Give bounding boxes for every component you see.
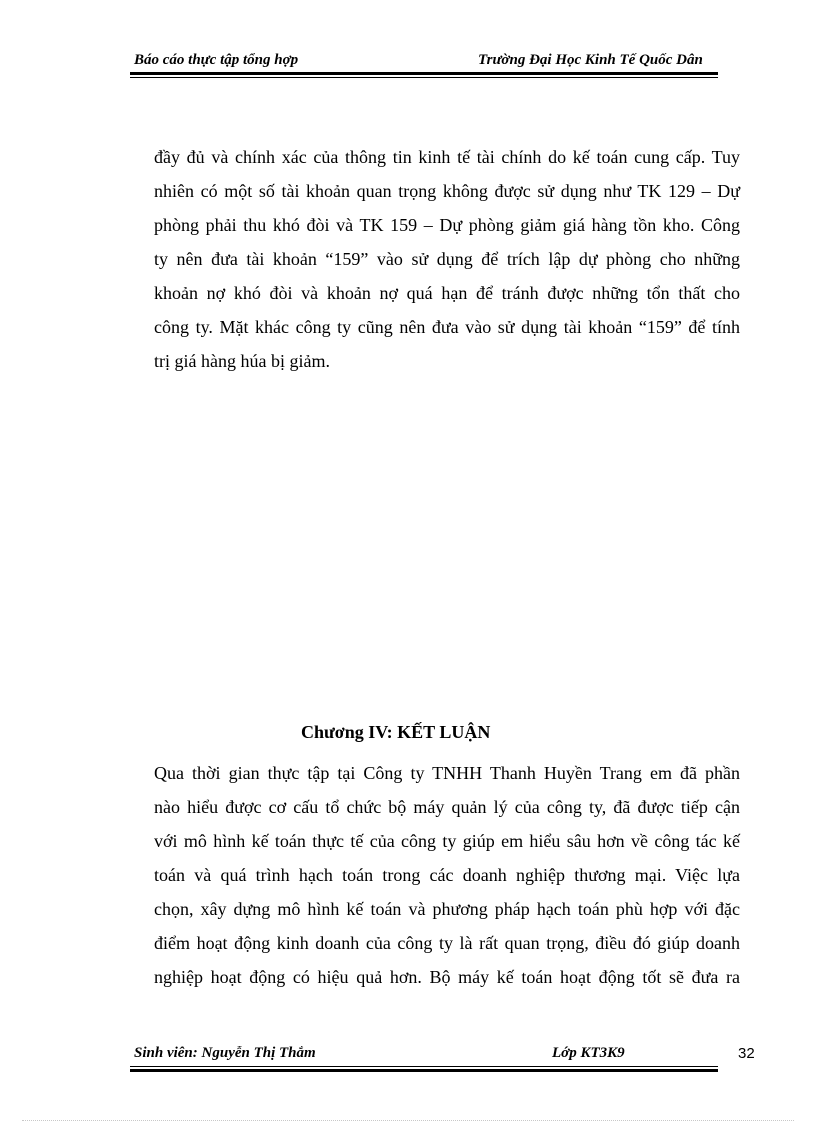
header-report-title: Báo cáo thực tập tổng hợp bbox=[134, 52, 299, 68]
text-line: chọn, xây dựng mô hình kế toán và phương pháp hạch toán phù hợp với đặc bbox=[154, 899, 740, 919]
text-line: Qua thời gian thực tập tại Công ty TNHH Thanh Huyền Trang em đã phần bbox=[154, 763, 740, 783]
header-university: Trường Đại Học Kinh Tế Quốc Dân bbox=[478, 52, 703, 68]
text-line: nghiệp hoạt động có hiệu quả hơn. Bộ máy kế toán hoạt động tốt sẽ đưa ra bbox=[154, 967, 740, 987]
text-line: công ty. Mặt khác công ty cũng nên đưa vào sử dụng tài khoản “159” để tính bbox=[154, 317, 740, 337]
page-number: 32 bbox=[738, 1045, 755, 1062]
footer-class: Lớp KT3K9 bbox=[552, 1045, 625, 1061]
header-rule-thick bbox=[130, 72, 718, 75]
text-line: trị giá hàng húa bị giảm. bbox=[154, 351, 330, 371]
page-bottom-border bbox=[22, 1120, 794, 1121]
footer-student-name: Sinh viên: Nguyễn Thị Thắm bbox=[134, 1045, 316, 1061]
text-line: nào hiểu được cơ cấu tổ chức bộ máy quản lý của công ty, đã được tiếp cận bbox=[154, 797, 740, 817]
text-line: toán và quá trình hạch toán trong các doanh nghiệp thương mại. Việc lựa bbox=[154, 865, 740, 885]
text-line: điểm hoạt động kinh doanh của công ty là rất quan trọng, điều đó giúp doanh bbox=[154, 933, 740, 953]
body-paragraph-2 bbox=[154, 756, 740, 994]
chapter-title: Chương IV: KẾT LUẬN bbox=[301, 722, 491, 742]
header-rule-thin bbox=[130, 77, 718, 78]
text-line: đầy đủ và chính xác của thông tin kinh tế tài chính do kế toán cung cấp. Tuy bbox=[154, 147, 740, 167]
footer-rule-thin bbox=[130, 1066, 718, 1067]
body-paragraph-1 bbox=[154, 140, 740, 378]
text-line: phòng phải thu khó đòi và TK 159 – Dự phòng giảm giá hàng tồn kho. Công bbox=[154, 215, 740, 235]
text-line: ty nên đưa tài khoản “159” vào sử dụng để trích lập dự phòng cho những bbox=[154, 249, 740, 269]
footer-rule-thick bbox=[130, 1069, 718, 1072]
text-line: với mô hình kế toán thực tế của công ty giúp em hiểu sâu hơn về công tác kế bbox=[154, 831, 740, 851]
text-line: nhiên có một số tài khoản quan trọng không được sử dụng như TK 129 – Dự bbox=[154, 181, 740, 201]
text-line: khoản nợ khó đòi và khoản nợ quá hạn để tránh được những tổn thất cho bbox=[154, 283, 740, 303]
